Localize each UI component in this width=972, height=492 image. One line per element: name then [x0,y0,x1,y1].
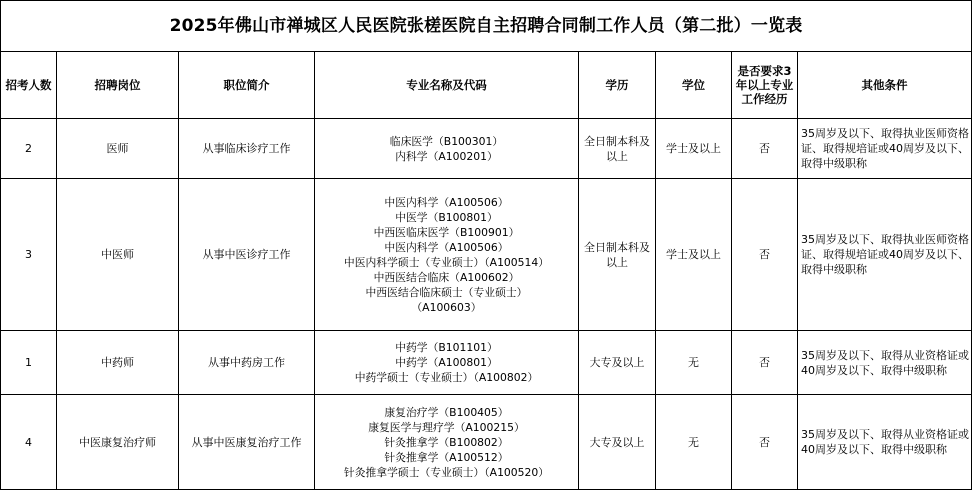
cell-position: 中医康复治疗师 [57,395,179,490]
cell-experience: 否 [732,119,798,179]
header-majors: 专业名称及代码 [315,52,579,119]
cell-degree: 学士及以上 [656,179,732,331]
table-row [1,331,972,395]
major-item: 中药学（B101101） [395,341,498,354]
major-item: 中西医结合临床（A100602） [373,270,520,284]
major-item: 中药学硕士（专业硕士）（A100802） [354,371,539,384]
major-item: 中药学（A100801） [395,356,498,369]
header-other: 其他条件 [798,52,972,119]
cell-count: 1 [1,331,57,395]
cell-desc: 从事中医康复治疗工作 [179,395,315,490]
cell-degree: 无 [656,331,732,395]
cell-majors [315,179,579,331]
major-item: 中医内科学硕士（专业硕士）（A100514） [343,255,550,269]
cell-count: 2 [1,119,57,179]
major-item: 中医内科学（A100506） [384,195,509,209]
cell-other: 35周岁及以下、取得从业资格证或40周岁及以下、取得中级职称 [798,331,972,395]
major-item: 中西医临床医学（B100901） [373,225,520,239]
header-desc: 职位简介 [179,52,315,119]
major-item: 针灸推拿学（A100512） [384,450,509,464]
major-item: 临床医学（B100301） [389,134,504,148]
header-row [1,52,972,119]
cell-majors [315,395,579,490]
header-position: 招聘岗位 [57,52,179,119]
cell-position: 医师 [57,119,179,179]
major-item: 针灸推拿学（B100802） [384,435,509,449]
table-row [1,179,972,331]
cell-education: 大专及以上 [579,331,656,395]
major-item: 针灸推拿学硕士（专业硕士）（A100520） [343,465,550,479]
header-experience: 是否要求3年以上专业工作经历 [732,52,798,119]
cell-degree: 无 [656,395,732,490]
cell-count: 4 [1,395,57,490]
cell-other: 35周岁及以下、取得执业医师资格证、取得规培证或40周岁及以下、取得中级职称 [798,179,972,331]
table-row [1,119,972,179]
cell-desc: 从事中医诊疗工作 [179,179,315,331]
cell-count: 3 [1,179,57,331]
cell-education: 全日制本科及以上 [579,179,656,331]
cell-majors [315,331,579,395]
cell-other: 35周岁及以下、取得从业资格证或40周岁及以下、取得中级职称 [798,395,972,490]
header-education: 学历 [579,52,656,119]
cell-position: 中药师 [57,331,179,395]
major-item: 康复医学与理疗学（A100215） [368,420,525,434]
cell-experience: 否 [732,179,798,331]
header-degree: 学位 [656,52,732,119]
cell-experience: 否 [732,331,798,395]
cell-education: 全日制本科及以上 [579,119,656,179]
cell-majors [315,119,579,179]
table-row [1,395,972,490]
cell-experience: 否 [732,395,798,490]
cell-desc: 从事中药房工作 [179,331,315,395]
cell-position: 中医师 [57,179,179,331]
cell-education: 大专及以上 [579,395,656,490]
major-item: 康复治疗学（B100405） [384,405,509,419]
major-item: 内科学（A100201） [395,149,498,163]
major-item: 中西医结合临床硕士（专业硕士） [365,285,528,299]
cell-other: 35周岁及以下、取得执业医师资格证、取得规培证或40周岁及以下、取得中级职称 [798,119,972,179]
cell-desc: 从事临床诊疗工作 [179,119,315,179]
cell-degree: 学士及以上 [656,119,732,179]
major-item: （A100603） [411,300,482,314]
table-title: 2025年佛山市禅城区人民医院张槎医院自主招聘合同制工作人员（第二批）一览表 [1,1,972,52]
major-item: 中医内科学（A100506） [384,240,509,254]
major-item: 中医学（B100801） [395,210,498,224]
header-count: 招考人数 [1,52,57,119]
